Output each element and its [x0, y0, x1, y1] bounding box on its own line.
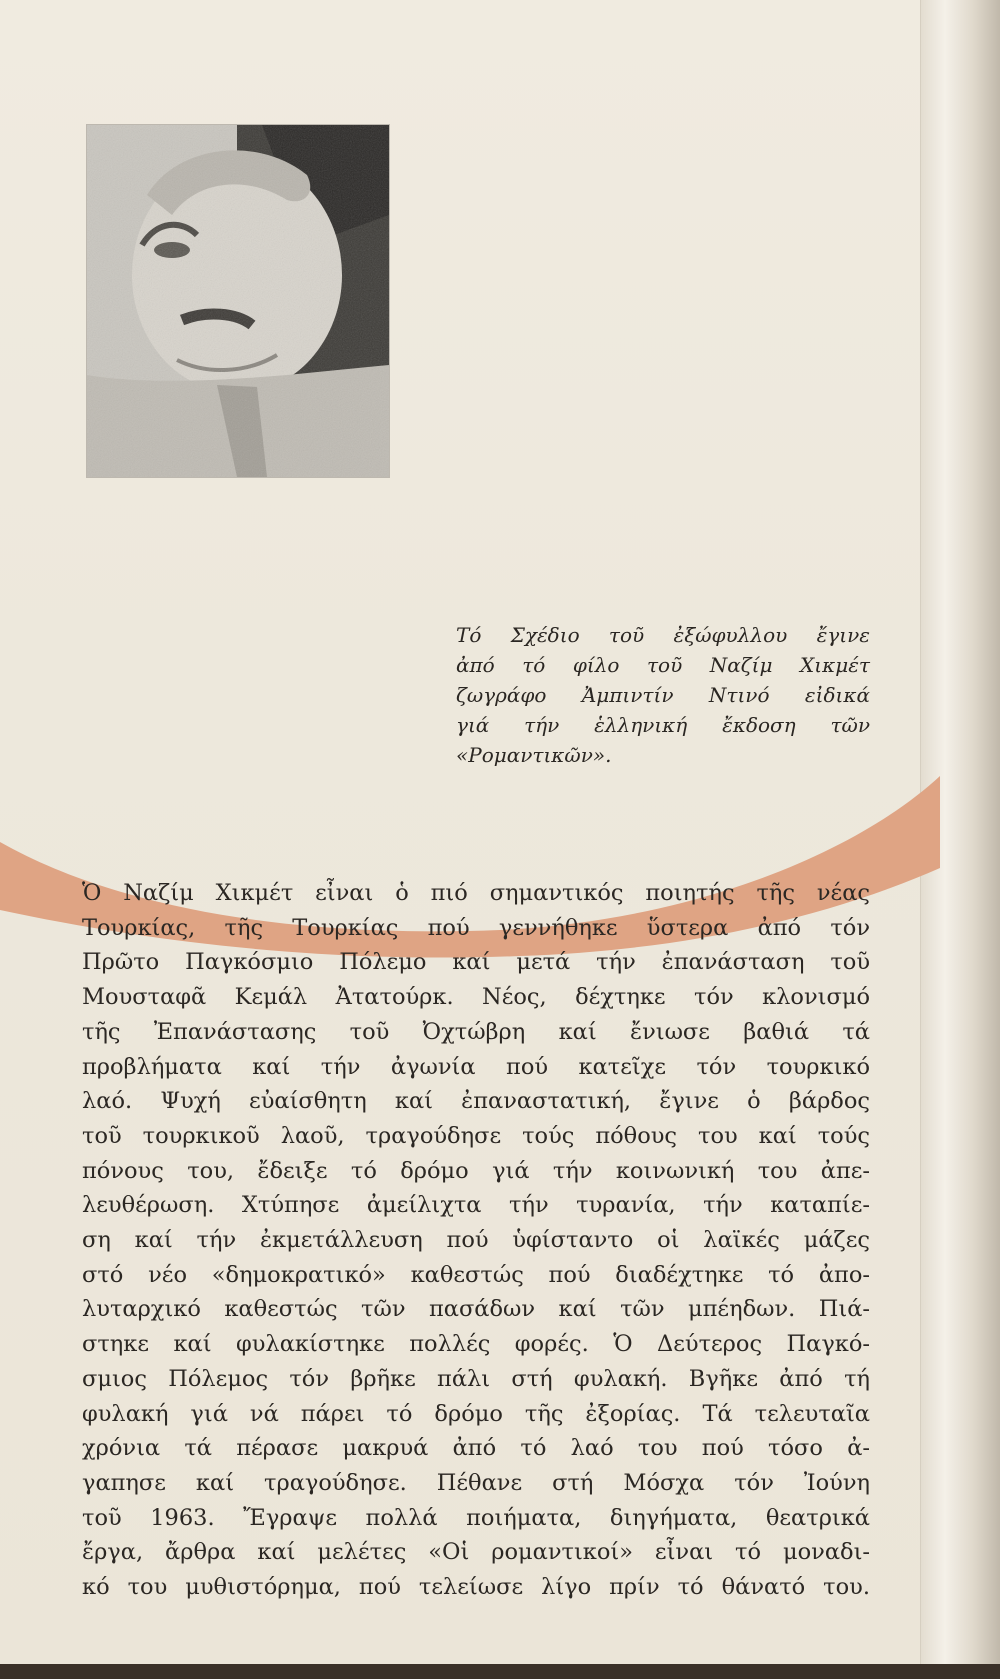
bio-line: σμιος Πόλεμος τόν βρῆκε πάλι στή φυλακή. Βγῆκε ἀπό τή: [82, 1365, 870, 1392]
caption-line: ἀπό τό φίλο τοῦ Ναζίμ Χικμέτ: [456, 653, 870, 677]
bio-line: τῆς Ἐπανάστασης τοῦ Ὀχτώβρη καί ἔνιωσε βαθιά τά: [82, 1018, 870, 1045]
bio-line: Τουρκίας, τῆς Τουρκίας πού γεννήθηκε ὕστερα ἀπό τόν: [82, 914, 870, 941]
bio-line: λευθέρωση. Χτύπησε ἀμείλιχτα τήν τυρανία, τήν καταπίε-: [82, 1192, 870, 1219]
caption-line: Τό Σχέδιο τοῦ ἐξώφυλλου ἔγινε: [456, 623, 870, 647]
bio-line: τοῦ τουρκικοῦ λαοῦ, τραγούδησε τούς πόθους του καί τούς: [82, 1122, 870, 1149]
bio-line: ἔργα, ἄρθρα καί μελέτες «Οἱ ρομαντικοί» εἶναι τό μοναδι-: [82, 1539, 870, 1566]
bio-line: γαπησε καί τραγούδησε. Πέθανε στή Μόσχα τόν Ἰούνη: [82, 1469, 870, 1496]
caption-line: ζωγράφο Ἀμπιντίν Ντινό εἰδικά: [456, 683, 870, 707]
caption-line: γιά τήν ἑλληνική ἔκδοση τῶν: [456, 713, 870, 737]
bio-line: φυλακή γιά νά πάρει τό δρόμο τῆς ἐξορίας. Τά τελευταῖα: [82, 1400, 870, 1427]
bio-line: Ὁ Ναζίμ Χικμέτ εἶναι ὁ πιό σημαντικός ποιητής τῆς νέας: [82, 880, 870, 906]
cover-design-caption: [456, 620, 870, 770]
author-portrait-icon: [87, 125, 389, 477]
bio-line: προβλήματα καί τήν ἀγωνία πού κατεῖχε τόν τουρκικό: [82, 1053, 870, 1080]
author-biography: [82, 876, 870, 1605]
bio-line: κό του μυθιστόρημα, πού τελείωσε λίγο πρίν τό θάνατό του.: [82, 1574, 870, 1601]
bio-line: πόνους του, ἔδειξε τό δρόμο γιά τήν κοινωνική του ἀπε-: [82, 1157, 870, 1184]
author-photo: [86, 124, 390, 478]
bio-line: Πρῶτο Παγκόσμιο Πόλεμο καί μετά τήν ἐπανάσταση τοῦ: [82, 949, 870, 976]
bio-line: λαό. Ψυχή εὐαίσθητη καί ἐπαναστατική, ἔγινε ὁ βάρδος: [82, 1088, 870, 1115]
bio-line: χρόνια τά πέρασε μακρυά ἀπό τό λαό του πού τόσο ἀ-: [82, 1435, 870, 1462]
bio-line: τοῦ 1963. Ἔγραψε πολλά ποιήματα, διηγήματα, θεατρικά: [82, 1504, 870, 1531]
caption-line: «Ρομαντικῶν».: [456, 743, 612, 767]
bio-line: Μουσταφᾶ Κεμάλ Ἀτατούρκ. Νέος, δέχτηκε τόν κλονισμό: [82, 984, 870, 1011]
bio-line: λυταρχικό καθεστώς τῶν πασάδων καί τῶν μπέηδων. Πιά-: [82, 1296, 870, 1323]
bio-line: στό νέο «δημοκρατικό» καθεστώς πού διαδέχτηκε τό ἀπο-: [82, 1261, 870, 1288]
bio-line: στηκε καί φυλακίστηκε πολλές φορές. Ὁ Δεύτερος Παγκό-: [82, 1331, 870, 1358]
bio-line: ση καί τήν ἐκμετάλλευση πού ὑφίσταντο οἱ λαϊκές μάζες: [82, 1227, 870, 1254]
table-surface: [0, 1664, 1000, 1679]
